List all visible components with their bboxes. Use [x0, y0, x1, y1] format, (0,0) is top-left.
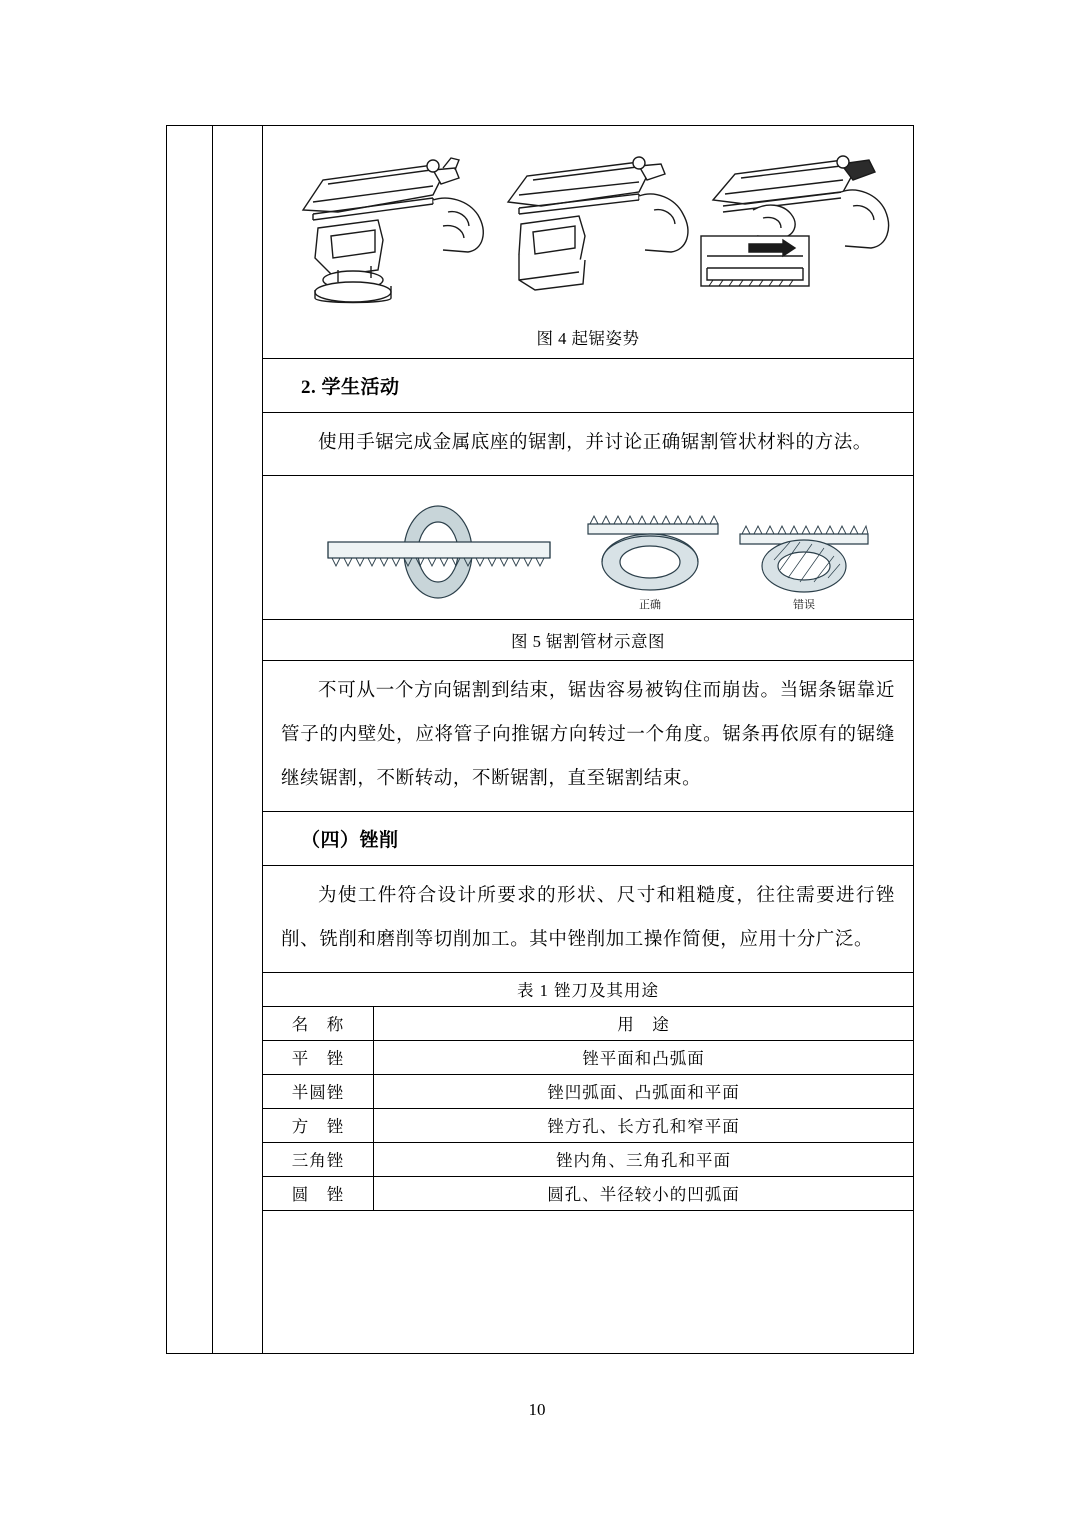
- hacksaw-posture-illustration: [283, 140, 893, 315]
- outer-layout-table: [166, 125, 914, 1354]
- figure-5-cell: [263, 476, 913, 620]
- figure-4-caption: 图 4 起锯姿势: [536, 329, 640, 348]
- paragraph-filing-cell: [263, 866, 913, 973]
- table-cell-use: 锉方孔、长方孔和窄平面: [374, 1109, 914, 1143]
- table-row: [263, 1177, 913, 1211]
- table-column-left-2: [213, 126, 263, 1353]
- file-tool-table: [263, 973, 913, 1242]
- figure-5-label-wrong: 错误: [793, 599, 815, 611]
- page-number: 10: [528, 1400, 546, 1419]
- paragraph-student-activity: 使用手锯完成金属底座的锯割，并讨论正确锯割管状材料的方法。: [318, 433, 872, 453]
- table-spacer-row: [263, 1211, 913, 1243]
- file-tool-table-cell: [263, 973, 913, 1242]
- table-row: [263, 1075, 913, 1109]
- table-row: [263, 1143, 913, 1177]
- paragraph-sawing-tips-cell: [263, 661, 913, 812]
- table-column-left-1: [167, 126, 213, 1353]
- table-cell-use: 锉凹弧面、凸弧面和平面: [374, 1075, 914, 1109]
- paragraph-sawing-tips: 不可从一个方向锯割到结束，锯齿容易被钩住而崩齿。当锯条锯靠近管子的内壁处，应将管子向推锯方向转过一个角度。锯条再依原有的锯缝继续锯割，不断转动，不断锯割，直至锯割结束。: [281, 681, 895, 789]
- figure-5-label-correct: 正确: [639, 599, 661, 611]
- table-title: 表 1 锉刀及其用途: [263, 973, 913, 1007]
- section-heading-filing-cell: [263, 812, 913, 866]
- figure-4-cell: [263, 126, 913, 359]
- table-title-row: [263, 973, 913, 1007]
- table-cell-use: 圆孔、半径较小的凹弧面: [374, 1177, 914, 1211]
- figure-5-image: [263, 476, 913, 619]
- table-cell-use: 锉平面和凸弧面: [374, 1041, 914, 1075]
- table-cell-name: 方 锉: [263, 1109, 374, 1143]
- table-cell-name: 三角锉: [263, 1143, 374, 1177]
- section-heading-student-activity-cell: [263, 359, 913, 413]
- pipe-sawing-diagram: [288, 490, 888, 615]
- table-spacer-cell: [263, 1211, 913, 1243]
- table-cell-name: 半圆锉: [263, 1075, 374, 1109]
- table-header-name: 名 称: [263, 1007, 374, 1041]
- table-header-use: 用 途: [374, 1007, 914, 1041]
- table-header-row: [263, 1007, 913, 1041]
- table-column-content: [263, 126, 913, 1353]
- figure-5-caption-cell: [263, 620, 913, 661]
- table-row: [263, 1109, 913, 1143]
- table-row: [263, 1041, 913, 1075]
- section-heading-filing: （四）锉削: [301, 830, 399, 851]
- table-cell-use: 锉内角、三角孔和平面: [374, 1143, 914, 1177]
- table-cell-name: 圆 锉: [263, 1177, 374, 1211]
- section-heading-student-activity: 2. 学生活动: [301, 377, 400, 398]
- figure-5-caption: 图 5 锯割管材示意图: [511, 632, 665, 651]
- paragraph-filing: 为使工件符合设计所要求的形状、尺寸和粗糙度，往往需要进行锉削、铣削和磨削等切削加工。其中锉削加工操作简便，应用十分广泛。: [281, 886, 895, 950]
- figure-4-image: [263, 126, 913, 319]
- table-cell-name: 平 锉: [263, 1041, 374, 1075]
- paragraph-student-activity-cell: [263, 413, 913, 476]
